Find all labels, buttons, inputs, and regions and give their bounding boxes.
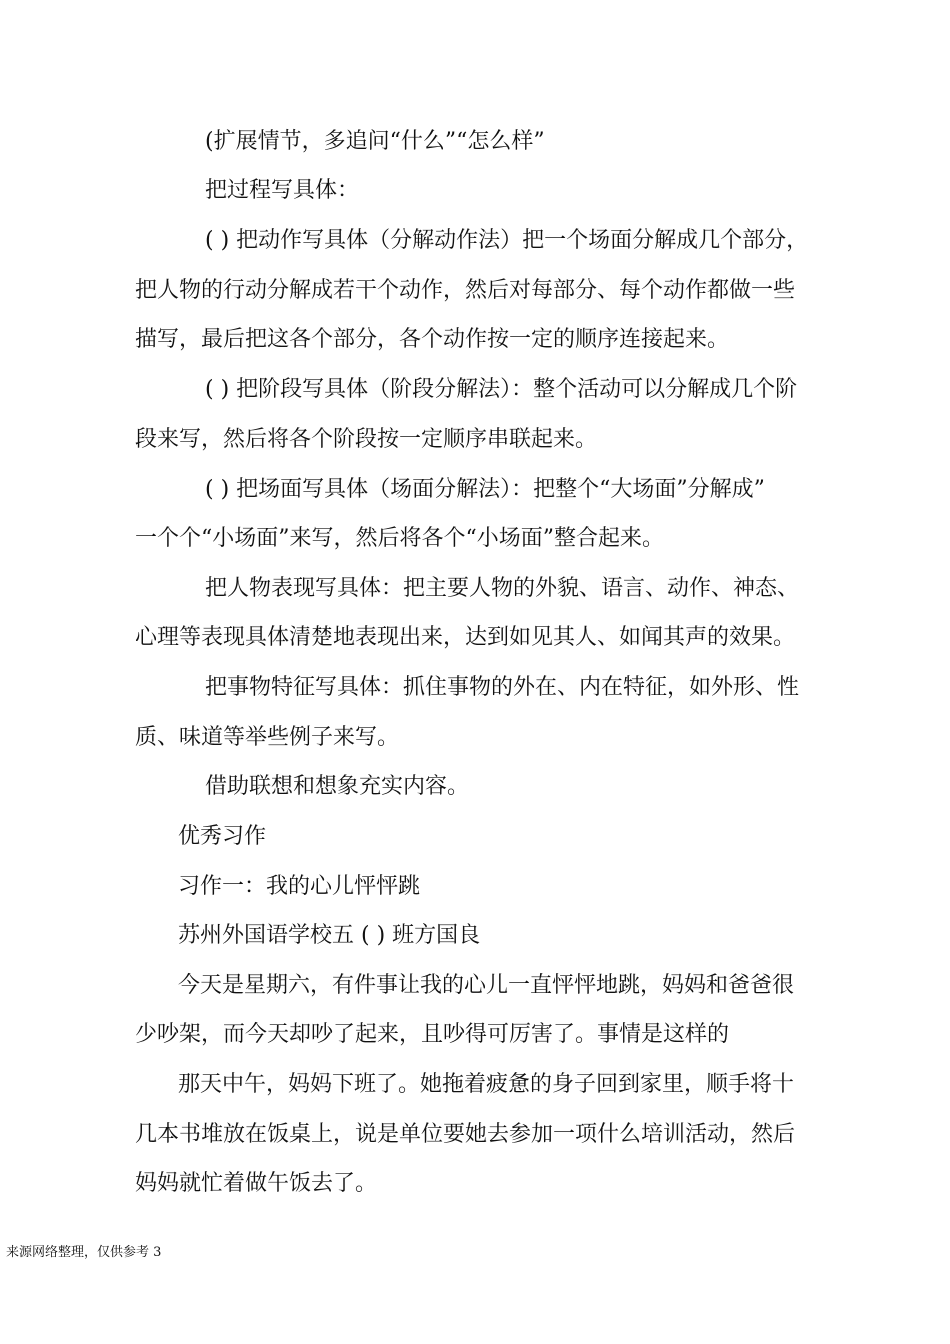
essay-author: 苏州外国语学校五 ( ) 班方国良 <box>178 923 481 948</box>
text-line: 把过程写具体： <box>205 178 360 203</box>
text-line: (扩展情节，多追问“什么”“怎么样” <box>205 129 545 154</box>
text-line: 心理等表现具体清楚地表现出来，达到如见其人、如闻其声的效果。 <box>135 625 796 650</box>
text-line: 妈妈就忙着做午饭去了。 <box>135 1171 378 1196</box>
text-line: 一个个“小场面”来写，然后将各个“小场面”整合起来。 <box>135 526 664 551</box>
text-line: 段来写，然后将各个阶段按一定顺序串联起来。 <box>135 427 598 452</box>
text-line: ( ) 把场面写具体（场面分解法）：把整个“大场面”分解成” <box>205 477 765 502</box>
text-line: 少吵架，而今天却吵了起来，且吵得可厉害了。事情是这样的 <box>135 1022 730 1047</box>
text-line: 几本书堆放在饭桌上，说是单位要她去参加一项什么培训活动，然后 <box>135 1122 796 1147</box>
text-line: 把人物的行动分解成若干个动作，然后对每部分、每个动作都做一些 <box>135 278 796 303</box>
text-line: ( ) 把动作写具体（分解动作法）把一个场面分解成几个部分， <box>205 228 809 253</box>
text-line: 今天是星期六，有件事让我的心儿一直怦怦地跳，妈妈和爸爸很 <box>178 973 795 998</box>
text-line: 把人物表现写具体：把主要人物的外貌、语言、动作、神态、 <box>205 576 800 601</box>
text-line: 借助联想和想象充实内容。 <box>205 774 470 799</box>
text-line: ( ) 把阶段写具体（阶段分解法）：整个活动可以分解成几个阶 <box>205 377 798 402</box>
text-line: 把事物特征写具体：抓住事物的外在、内在特征，如外形、性 <box>205 675 800 700</box>
essay-title: 习作一：我的心儿怦怦跳 <box>178 874 421 899</box>
text-line: 质、味道等举些例子来写。 <box>135 725 400 750</box>
page-footer: 来源网络整理，仅供参考 3 <box>6 1245 162 1260</box>
text-line: 描写，最后把这各个部分，各个动作按一定的顺序连接起来。 <box>135 327 730 352</box>
text-line: 那天中午，妈妈下班了。她拖着疲惫的身子回到家里，顺手将十 <box>178 1072 795 1097</box>
section-heading: 优秀习作 <box>178 824 267 849</box>
